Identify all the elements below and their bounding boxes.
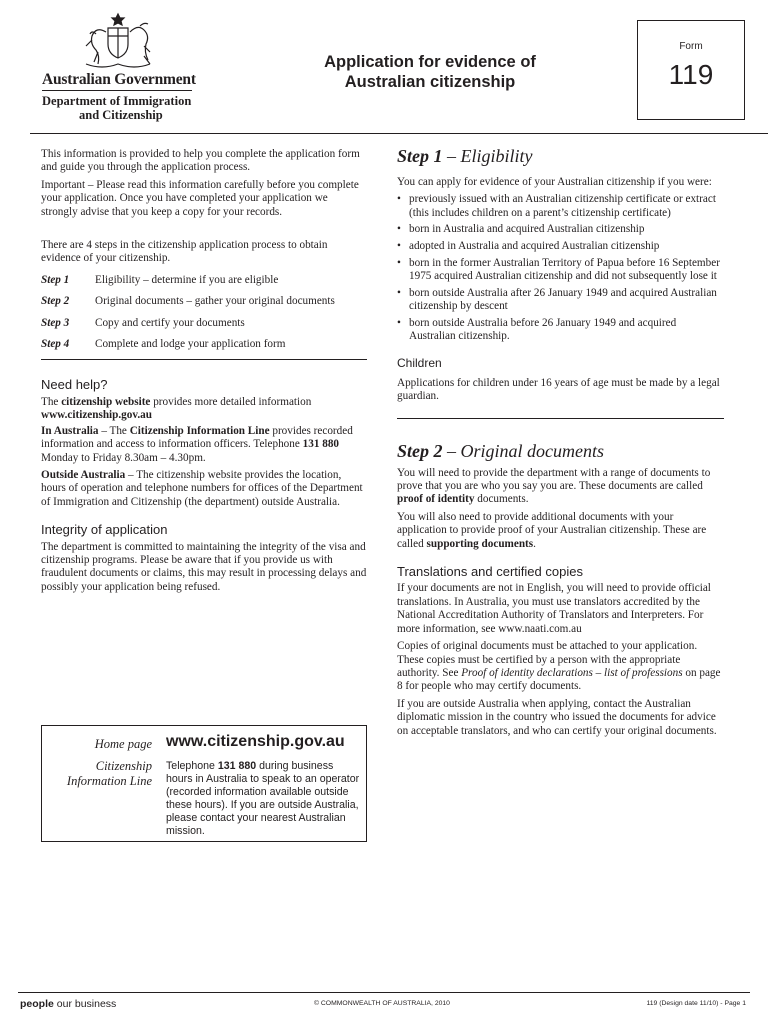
step2-heading-title: – Original documents — [442, 440, 605, 461]
text: You will need to provide the department with a range of documents to prove that you are who you say you are. These documents are called — [397, 466, 711, 493]
government-divider — [42, 90, 192, 91]
form-number-box — [637, 20, 745, 120]
steps-intro: There are 4 steps in the citizenship application process to obtain evidence of your citizenship. — [41, 239, 328, 265]
text: . — [533, 537, 536, 550]
step2-heading-number: Step 2 — [397, 440, 443, 461]
section-divider — [397, 418, 724, 419]
step1-heading-number: Step 1 — [397, 146, 443, 166]
list-item: • adopted in Australia and acquired Australian citizenship — [397, 240, 724, 253]
phone-number: 131 880 — [217, 760, 257, 772]
government-name: Australian Government — [42, 71, 196, 88]
step-row — [41, 338, 367, 351]
important-paragraph: Important – Please read this information carefully before you complete your application. Once you have completed your application we strongly advise that you keep a copy for your records. — [41, 178, 359, 218]
information-line-label — [52, 759, 152, 789]
intro-paragraph: This information is provided to help you complete the application form and guide you through the application process. — [41, 148, 360, 174]
coat-of-arms-logo — [78, 12, 158, 72]
section-divider — [41, 359, 367, 360]
step-description: Original documents – gather your original documents — [95, 295, 335, 308]
proof-of-identity-paragraph — [397, 467, 724, 507]
department-name-line1: Department of Immigration — [42, 94, 192, 108]
outside-australia-translations-paragraph: If you are outside Australia when applying, contact the Australian diplomatic mission in the country who issued the documents for advice on acceptable translators, and who can certify your original documents. — [397, 697, 717, 737]
proof-of-identity-term: proof of identity — [397, 493, 475, 506]
children-text: Applications for children under 16 years of age must be made by a legal guardian. — [397, 376, 720, 403]
step1-heading — [397, 146, 724, 166]
text: Telephone — [166, 760, 218, 772]
list-item: • previously issued with an Australian citizenship certificate or extract (this includes children on a parent’s citizenship certificate) — [397, 193, 724, 220]
citizenship-website-label: citizenship website — [61, 395, 151, 408]
in-australia-label: In Australia — [41, 424, 99, 437]
text: documents. — [474, 493, 529, 506]
step-description: Eligibility – determine if you are eligible — [95, 273, 279, 286]
translations-paragraph: If your documents are not in English, you will need to provide official translations. In Australia, you must use translators accredited by the National Accreditation Authority of Translators and Interpreters. For more information, see www.naati.com.au — [397, 582, 711, 635]
left-column — [41, 148, 367, 600]
footer-copyright: © COMMONWEALTH OF AUSTRALIA, 2010 — [314, 1000, 450, 1007]
label-line1: Citizenship — [95, 759, 152, 773]
form-title — [270, 52, 590, 92]
supporting-documents-term: supporting documents — [426, 537, 534, 550]
information-line-label: Citizenship Information Line — [129, 424, 270, 437]
outside-australia-paragraph — [41, 469, 367, 509]
footer-divider — [18, 992, 750, 993]
text: Copies of original documents must be attached to your application. These copies must be certified by a person with the appropriate authority. See — [397, 640, 698, 679]
step-number: Step 2 — [41, 295, 70, 308]
supporting-documents-paragraph — [397, 511, 724, 551]
contact-info-box — [41, 725, 367, 842]
outside-australia-label: Outside Australia — [41, 468, 126, 481]
children-heading: Children — [397, 356, 442, 371]
label-line2: Information Line — [66, 774, 152, 788]
step-number: Step 1 — [41, 273, 70, 286]
text: Monday to Friday 8.30am – 4.30pm. — [41, 451, 206, 464]
footer-brand — [20, 998, 116, 1010]
step1-heading-title: – Eligibility — [442, 146, 533, 166]
phone-number: 131 880 — [302, 438, 339, 451]
header-divider — [30, 133, 768, 134]
list-item: • born in the former Australian Territory of Papua before 16 September 1975 acquired Australian citizenship and did not subsequently lose it — [397, 257, 724, 284]
need-help-website-paragraph — [41, 396, 367, 423]
citizenship-website-link[interactable]: www.citizenship.gov.au — [41, 409, 152, 422]
text: on page 8 for people who may certify documents. — [397, 666, 721, 693]
department-name — [42, 94, 212, 122]
information-line-text — [166, 760, 362, 838]
step-number: Step 4 — [41, 338, 70, 351]
step1-intro: You can apply for evidence of your Australian citizenship if you were: — [397, 176, 712, 188]
brand-bold: people — [20, 998, 54, 1010]
step-row — [41, 274, 367, 287]
list-item: • born outside Australia before 26 January 1949 and acquired Australian citizenship. — [397, 317, 724, 344]
integrity-text: The department is committed to maintaining the integrity of the visa and citizenship programs. Please be aware that if you provide us with fraudulent documents or claims, this may result in processing delays and possibly your application being refused. — [41, 540, 367, 593]
translations-heading: Translations and certified copies — [397, 564, 583, 580]
in-australia-paragraph — [41, 425, 367, 465]
form-title-line2: Australian citizenship — [344, 73, 516, 91]
integrity-heading: Integrity of application — [41, 522, 168, 538]
brand-rest: our business — [53, 998, 117, 1010]
step-number: Step 3 — [41, 316, 70, 329]
step-row — [41, 317, 367, 330]
form-label: Form — [679, 41, 703, 52]
text: provides recorded information and access to information officers. Telephone — [41, 424, 353, 451]
step-description: Copy and certify your documents — [95, 316, 245, 329]
text: You will also need to provide additional documents with your application to provide proof of your Australian citizenship. These are called — [397, 510, 707, 550]
list-item: • born outside Australia after 26 January 1949 and acquired Australian citizenship by descent — [397, 287, 724, 314]
home-page-link[interactable]: www.citizenship.gov.au — [166, 733, 345, 750]
step-row — [41, 295, 367, 308]
form-title-line1: Application for evidence of — [324, 53, 536, 71]
department-name-line2: and Citizenship — [79, 108, 163, 122]
need-help-heading: Need help? — [41, 377, 108, 393]
form-number: 119 — [668, 59, 714, 90]
proof-of-identity-reference: Proof of identity declarations – list of professions — [461, 666, 683, 679]
eligibility-list — [397, 193, 724, 343]
text: The — [41, 395, 62, 408]
step2-heading — [397, 441, 724, 461]
step-description: Complete and lodge your application form — [95, 338, 286, 351]
footer-page-number: 119 (Design date 11/10) - Page 1 — [646, 1000, 746, 1007]
right-column — [397, 146, 724, 744]
home-page-label: Home page — [94, 737, 152, 751]
text: – The citizenship website provides the location, hours of operation and telephone numbers for offices of the Department of Immigration and Citizenship (the department) outside Australia. — [41, 468, 363, 508]
list-item: • born in Australia and acquired Australian citizenship — [397, 223, 724, 236]
steps-list — [41, 274, 367, 352]
text: during business hours in Australia to speak to an operator (recorded information available outside these hours). If you are outside Australia, please contact your nearest Australian mission. — [166, 760, 360, 837]
text: – The — [98, 424, 130, 437]
text: provides more detailed information — [150, 395, 312, 408]
certified-copies-paragraph — [397, 640, 724, 694]
